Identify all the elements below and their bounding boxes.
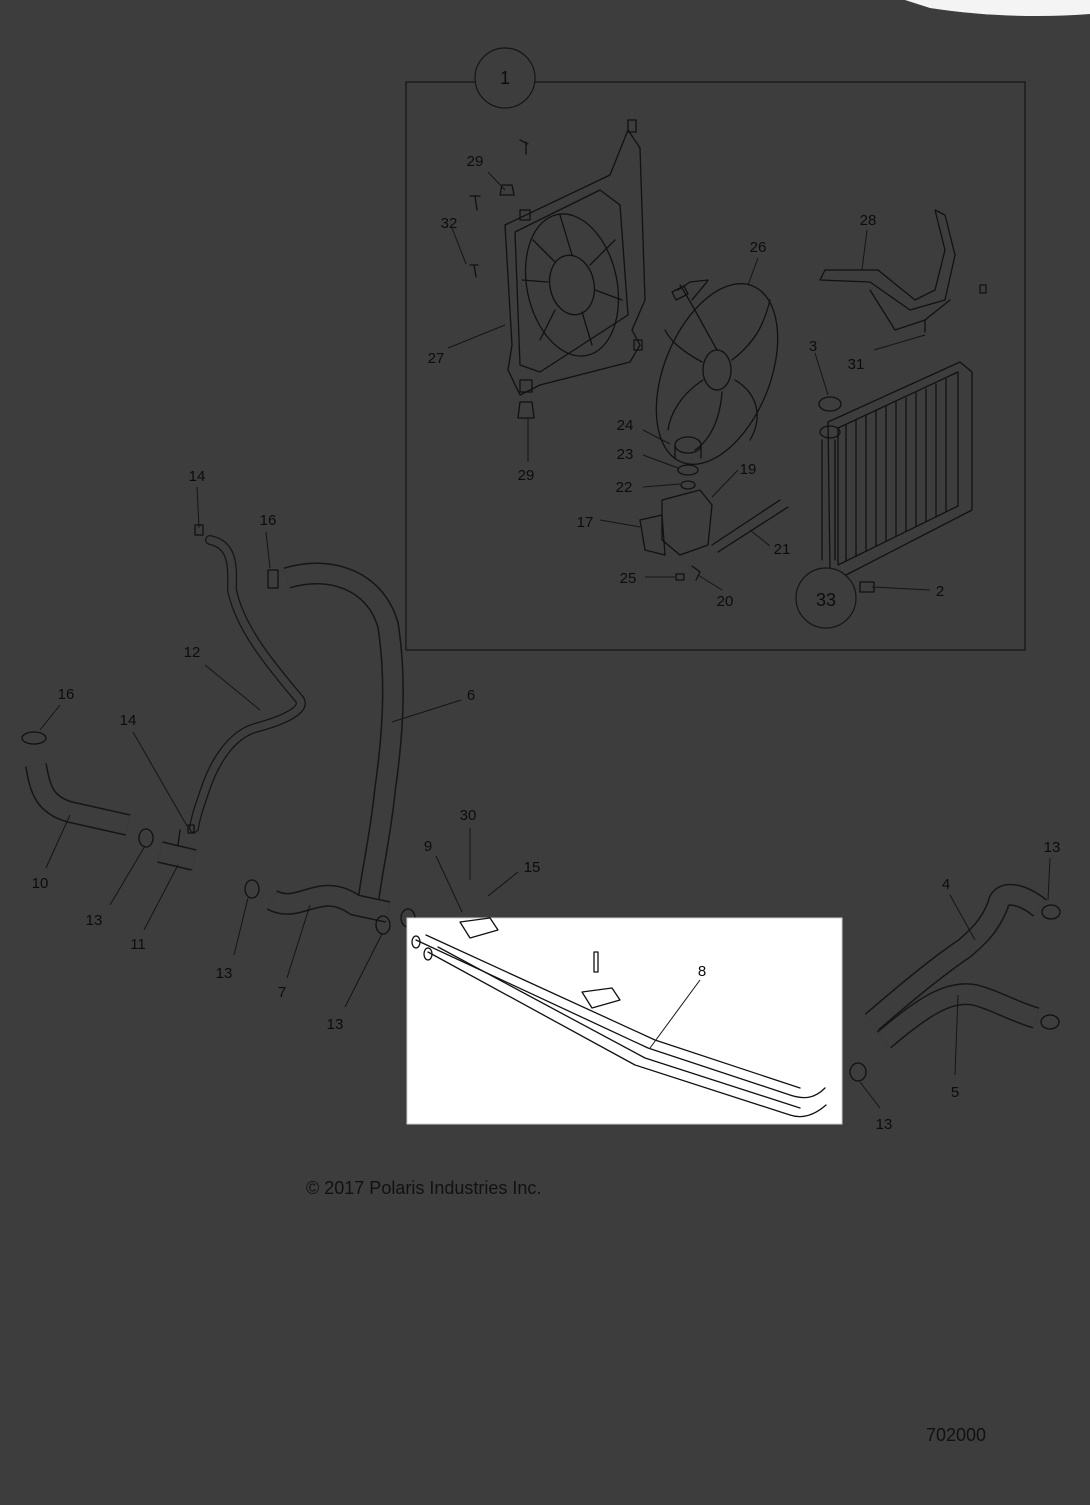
coolant-tubes-frame bbox=[407, 918, 842, 1124]
callout-10: 10 bbox=[31, 875, 49, 892]
callout-22: 22 bbox=[615, 479, 633, 496]
callout-14-left: 14 bbox=[119, 712, 137, 729]
callout-4: 4 bbox=[941, 876, 951, 893]
copyright-notice: © 2017 Polaris Industries Inc. bbox=[306, 1178, 542, 1198]
radiator-bracket bbox=[820, 210, 986, 332]
callout-23: 23 bbox=[616, 446, 634, 463]
fan-shroud bbox=[470, 120, 645, 418]
callout-3: 3 bbox=[808, 338, 818, 355]
callout-13-d: 13 bbox=[1043, 839, 1061, 856]
callout-7: 7 bbox=[277, 984, 287, 1001]
callout-19: 19 bbox=[739, 461, 757, 478]
callout-25: 25 bbox=[619, 570, 637, 587]
hose-4-and-5 bbox=[872, 895, 1040, 1040]
callout-29-bottom: 29 bbox=[517, 467, 535, 484]
page-corner bbox=[905, 0, 1090, 16]
callout-16-left: 16 bbox=[57, 686, 75, 703]
callout-21: 21 bbox=[773, 541, 791, 558]
tee-11 bbox=[160, 830, 194, 860]
callout-24: 24 bbox=[616, 417, 634, 434]
hose-6 bbox=[287, 573, 393, 905]
radiator-cap bbox=[819, 397, 841, 411]
hose-10 bbox=[22, 732, 128, 825]
drawing-number: 702000 bbox=[926, 1425, 987, 1445]
callout-8: 8 bbox=[697, 963, 707, 980]
callout-32: 32 bbox=[440, 215, 458, 232]
callout-28: 28 bbox=[859, 212, 877, 229]
callout-12: 12 bbox=[183, 644, 201, 661]
assembly-frame bbox=[406, 82, 1025, 650]
callout-16-top: 16 bbox=[259, 512, 277, 529]
callout-26: 26 bbox=[749, 239, 767, 256]
hose-12 bbox=[194, 540, 301, 828]
callout-1: 1 bbox=[499, 68, 511, 88]
callout-11: 11 bbox=[130, 936, 146, 953]
callout-31: 31 bbox=[847, 356, 865, 373]
callout-5: 5 bbox=[950, 1084, 960, 1101]
cooling-fan bbox=[632, 266, 801, 482]
callout-27: 27 bbox=[427, 350, 445, 367]
callout-9: 9 bbox=[423, 838, 433, 855]
callout-30: 30 bbox=[459, 807, 477, 824]
callout-20: 20 bbox=[716, 593, 734, 610]
callout-29-top: 29 bbox=[466, 153, 484, 170]
callout-2: 2 bbox=[935, 583, 945, 600]
callout-13-a: 13 bbox=[85, 912, 103, 929]
coolant-tubes-box bbox=[407, 918, 842, 1124]
callout-15: 15 bbox=[523, 859, 541, 876]
callout-14-top: 14 bbox=[188, 468, 206, 485]
callout-13-e: 13 bbox=[875, 1116, 893, 1133]
hose-7 bbox=[272, 896, 388, 912]
callout-33: 33 bbox=[815, 590, 837, 610]
callout-13-b: 13 bbox=[215, 965, 233, 982]
callout-6: 6 bbox=[466, 687, 476, 704]
callout-13-c: 13 bbox=[326, 1016, 344, 1033]
radiator-assembly-box bbox=[406, 48, 1025, 650]
radiator-fins bbox=[846, 379, 946, 560]
callout-17: 17 bbox=[576, 514, 594, 531]
